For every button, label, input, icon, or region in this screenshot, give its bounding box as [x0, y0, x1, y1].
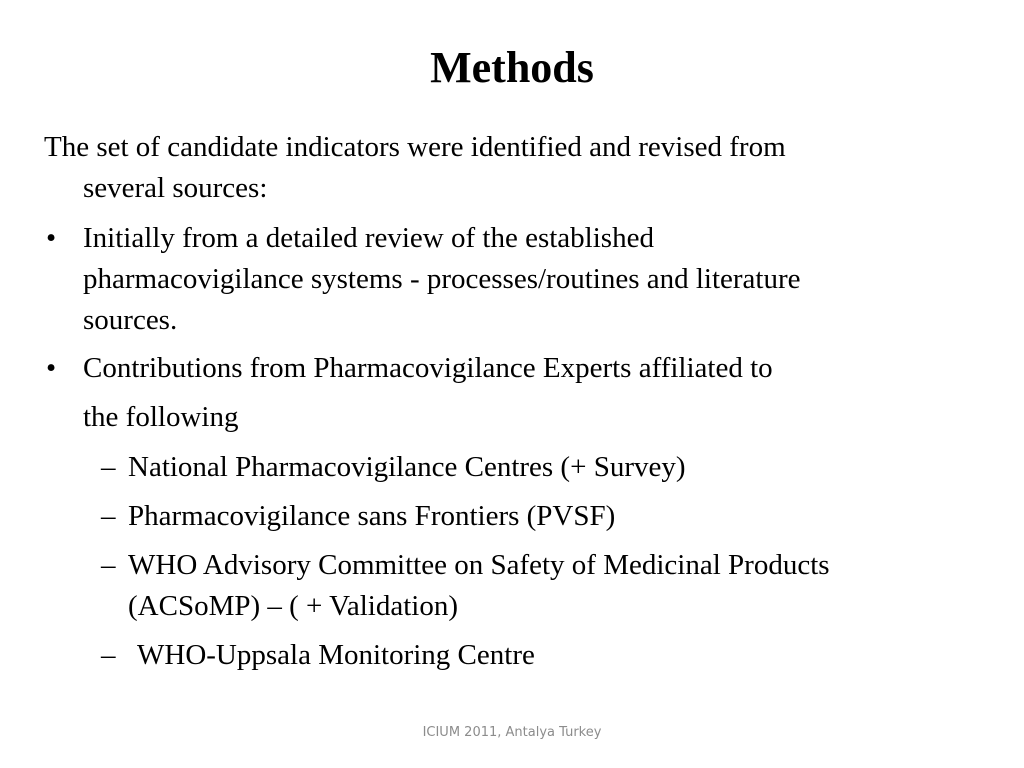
subbullet-marker-2: –	[101, 500, 116, 532]
subbullet-4-line-1: WHO-Uppsala Monitoring Centre	[137, 639, 535, 671]
bullet-marker-1: •	[46, 222, 57, 254]
bullet-2-line-2: the following	[83, 401, 239, 433]
bullet-1-line-1: Initially from a detailed review of the established	[83, 222, 654, 254]
slide-footer: ICIUM 2011, Antalya Turkey	[422, 725, 602, 740]
subbullet-marker-3: –	[101, 549, 116, 581]
subbullet-3-line-1: WHO Advisory Committee on Safety of Medicinal Products	[128, 549, 830, 581]
subbullet-1-line-1: National Pharmacovigilance Centres (+ Survey)	[128, 451, 686, 483]
bullet-2-line-1: Contributions from Pharmacovigilance Experts affiliated to	[83, 352, 773, 384]
slide-title: Methods	[430, 43, 594, 92]
subbullet-marker-1: –	[101, 451, 116, 483]
bullet-1-line-3: sources.	[83, 304, 178, 336]
subbullet-2-line-1: Pharmacovigilance sans Frontiers (PVSF)	[128, 500, 616, 532]
subbullet-marker-4: –	[101, 639, 116, 671]
intro-line-1: The set of candidate indicators were identified and revised from	[44, 131, 786, 163]
bullet-1-line-2: pharmacovigilance systems - processes/routines and literature	[83, 263, 801, 295]
bullet-marker-2: •	[46, 352, 57, 384]
subbullet-3-line-2: (ACSoMP) – ( + Validation)	[128, 590, 458, 622]
intro-line-2: several sources:	[83, 172, 268, 204]
